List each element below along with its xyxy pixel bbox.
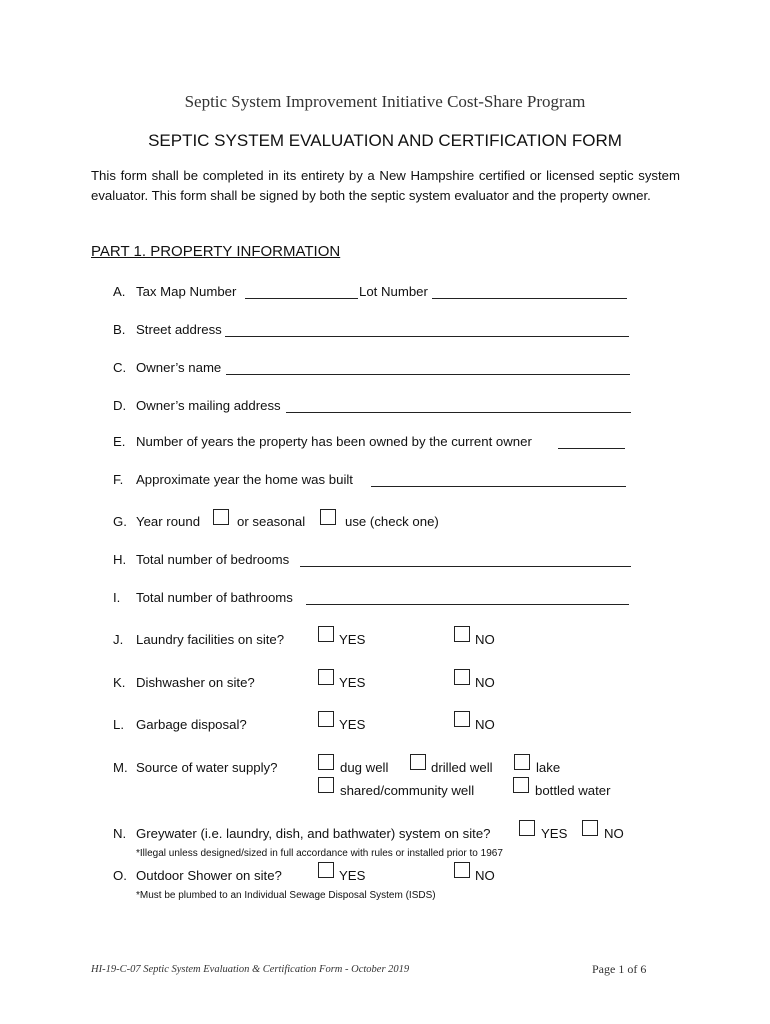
outdoor-shower-label: Outdoor Shower on site? — [136, 868, 282, 883]
use-label: use (check one) — [345, 514, 439, 529]
item-letter-n: N. — [113, 826, 127, 841]
owner-name-label: Owner’s name — [136, 360, 222, 375]
greywater-yes-label: YES — [541, 826, 568, 841]
bathrooms-field[interactable] — [306, 604, 629, 605]
garbage-no-checkbox[interactable] — [454, 711, 470, 727]
street-address-label: Street address — [136, 322, 222, 337]
item-letter-f: F. — [113, 472, 124, 487]
year-built-field[interactable] — [371, 486, 626, 487]
years-owned-field[interactable] — [558, 448, 625, 449]
item-letter-d: D. — [113, 398, 127, 413]
tax-map-label: Tax Map Number — [136, 284, 237, 299]
bedrooms-label: Total number of bedrooms — [136, 552, 290, 567]
item-letter-e: E. — [113, 434, 126, 449]
tax-map-field[interactable] — [245, 298, 358, 299]
item-letter-a: A. — [113, 284, 126, 299]
dishwasher-label: Dishwasher on site? — [136, 675, 255, 690]
form-id-footer: HI-19-C-07 Septic System Evaluation & Certification Form - October 2019 — [91, 964, 410, 975]
dishwasher-yes-label: YES — [339, 675, 366, 690]
shared-well-label: shared/community well — [340, 783, 475, 798]
item-letter-b: B. — [113, 322, 126, 337]
water-supply-label: Source of water supply? — [136, 760, 278, 775]
year-round-label: Year round — [136, 514, 201, 529]
dishwasher-no-checkbox[interactable] — [454, 669, 470, 685]
drilled-well-checkbox[interactable] — [410, 754, 426, 770]
bedrooms-field[interactable] — [300, 566, 631, 567]
shower-no-checkbox[interactable] — [454, 862, 470, 878]
bottled-water-label: bottled water — [535, 783, 611, 798]
years-owned-label: Number of years the property has been owned by the current owner — [136, 434, 532, 449]
seasonal-checkbox[interactable] — [320, 509, 336, 525]
year-built-label: Approximate year the home was built — [136, 472, 353, 487]
mailing-address-field[interactable] — [286, 412, 631, 413]
garbage-yes-checkbox[interactable] — [318, 711, 334, 727]
page-number: Page 1 of 6 — [592, 962, 647, 976]
program-name: Septic System Improvement Initiative Cost-Share Program — [184, 92, 586, 111]
dug-well-checkbox[interactable] — [318, 754, 334, 770]
item-letter-o: O. — [113, 868, 127, 883]
lake-checkbox[interactable] — [514, 754, 530, 770]
shower-yes-label: YES — [339, 868, 366, 883]
garbage-no-label: NO — [475, 717, 495, 732]
item-letter-l: L. — [113, 717, 124, 732]
dishwasher-no-label: NO — [475, 675, 495, 690]
laundry-no-label: NO — [475, 632, 495, 647]
item-letter-h: H. — [113, 552, 127, 567]
item-letter-j: J. — [113, 632, 124, 647]
mailing-address-label: Owner’s mailing address — [136, 398, 281, 413]
greywater-label: Greywater (i.e. laundry, dish, and bathwater) system on site? — [136, 826, 491, 841]
lot-number-label: Lot Number — [359, 284, 428, 299]
shower-note: *Must be plumbed to an Individual Sewage Disposal System (ISDS) — [136, 890, 436, 901]
laundry-yes-label: YES — [339, 632, 366, 647]
lot-number-field[interactable] — [432, 298, 627, 299]
item-letter-i: I. — [113, 590, 121, 605]
greywater-note: *Illegal unless designed/sized in full accordance with rules or installed prior to 1967 — [136, 848, 503, 859]
dishwasher-yes-checkbox[interactable] — [318, 669, 334, 685]
shower-yes-checkbox[interactable] — [318, 862, 334, 878]
item-letter-g: G. — [113, 514, 127, 529]
bathrooms-label: Total number of bathrooms — [136, 590, 293, 605]
garbage-disposal-label: Garbage disposal? — [136, 717, 247, 732]
garbage-yes-label: YES — [339, 717, 366, 732]
laundry-no-checkbox[interactable] — [454, 626, 470, 642]
item-letter-c: C. — [113, 360, 127, 375]
lake-label: lake — [536, 760, 561, 775]
greywater-yes-checkbox[interactable] — [519, 820, 535, 836]
year-round-checkbox[interactable] — [213, 509, 229, 525]
seasonal-label: or seasonal — [237, 514, 306, 529]
greywater-no-checkbox[interactable] — [582, 820, 598, 836]
form-title: SEPTIC SYSTEM EVALUATION AND CERTIFICATION FORM — [148, 131, 622, 150]
street-address-field[interactable] — [225, 336, 629, 337]
item-letter-k: K. — [113, 675, 126, 690]
greywater-no-label: NO — [604, 826, 624, 841]
shared-well-checkbox[interactable] — [318, 777, 334, 793]
part1-heading: PART 1. PROPERTY INFORMATION — [91, 243, 341, 260]
bottled-water-checkbox[interactable] — [513, 777, 529, 793]
drilled-well-label: drilled well — [431, 760, 493, 775]
shower-no-label: NO — [475, 868, 495, 883]
item-letter-m: M. — [113, 760, 128, 775]
laundry-yes-checkbox[interactable] — [318, 626, 334, 642]
dug-well-label: dug well — [340, 760, 389, 775]
laundry-label: Laundry facilities on site? — [136, 632, 285, 647]
owner-name-field[interactable] — [226, 374, 630, 375]
intro-paragraph: This form shall be completed in its entirety by a New Hampshire certified or licensed septic system evaluator. This form shall be signed by both the septic system evaluator and the property owner. — [91, 168, 680, 203]
